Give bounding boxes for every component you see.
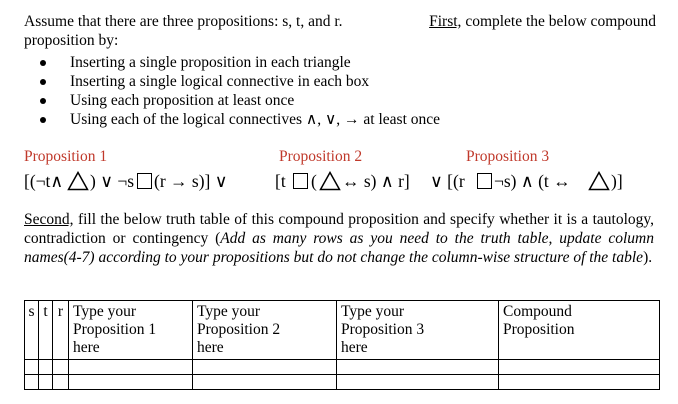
proposition-label-2: Proposition 2 [279,148,363,165]
bullet-dot [40,117,46,123]
table-row [25,375,660,390]
triangle-blank-icon[interactable] [588,171,610,191]
connective-blank-box[interactable] [477,173,492,189]
compound-formula [24,169,664,195]
header-s[interactable]: s [25,301,39,360]
bullet-dot [40,79,46,85]
proposition-label-1: Proposition 1 [24,148,108,165]
second-paragraph: Second, fill the below truth table of this compound proposition and specify whether it is a tautology, contradiction or contingency (Add as many rows as you need to the truth table, update column names(4-7) according to your propositions but do not change the column-wise structure of the table). [24,211,655,266]
first-label: First, [429,13,462,30]
intro-line1: Assume that there are three propositions: s, t, and r. [24,13,343,30]
formula-p2-end: ↔ s) ∧ r] [342,171,410,191]
triangle-blank-icon[interactable] [67,171,89,191]
header-proposition-1[interactable]: Type your Proposition 1 here [69,301,193,360]
header-compound-proposition[interactable]: Compound Proposition [499,301,660,360]
header-r[interactable]: r [53,301,69,360]
proposition-label-3: Proposition 3 [466,148,550,165]
intro-line2: proposition by: [24,32,119,49]
formula-p3-end: )] [611,171,623,191]
formula-p3-mid: ¬s) ∧ (t ↔ [494,171,571,191]
truth-table [24,300,660,390]
header-proposition-2[interactable]: Type your Proposition 2 here [193,301,337,360]
formula-p3-start: ∨ [(r [430,171,465,191]
intro-paragraph [24,12,656,50]
connective-blank-box[interactable] [293,173,308,189]
formula-p1-start: [(¬t∧ [24,171,64,191]
table-header-row [25,301,660,360]
formula-p1-end: (r → s)] ∨ [154,171,228,191]
connective-blank-box[interactable] [137,173,152,189]
second-label: Second, [24,211,74,228]
intro-line1-rest: complete the below compound [465,13,656,30]
formula-p2-start: [t [275,171,286,191]
formula-p2-mid: ( [311,171,317,191]
header-t[interactable]: t [39,301,53,360]
bullet-dot [40,60,46,66]
header-proposition-3[interactable]: Type your Proposition 3 here [337,301,499,360]
formula-p1-mid: ) ∨ ¬s [90,171,135,191]
table-row [25,360,660,375]
bullet-dot [40,98,46,104]
triangle-blank-icon[interactable] [319,171,341,191]
